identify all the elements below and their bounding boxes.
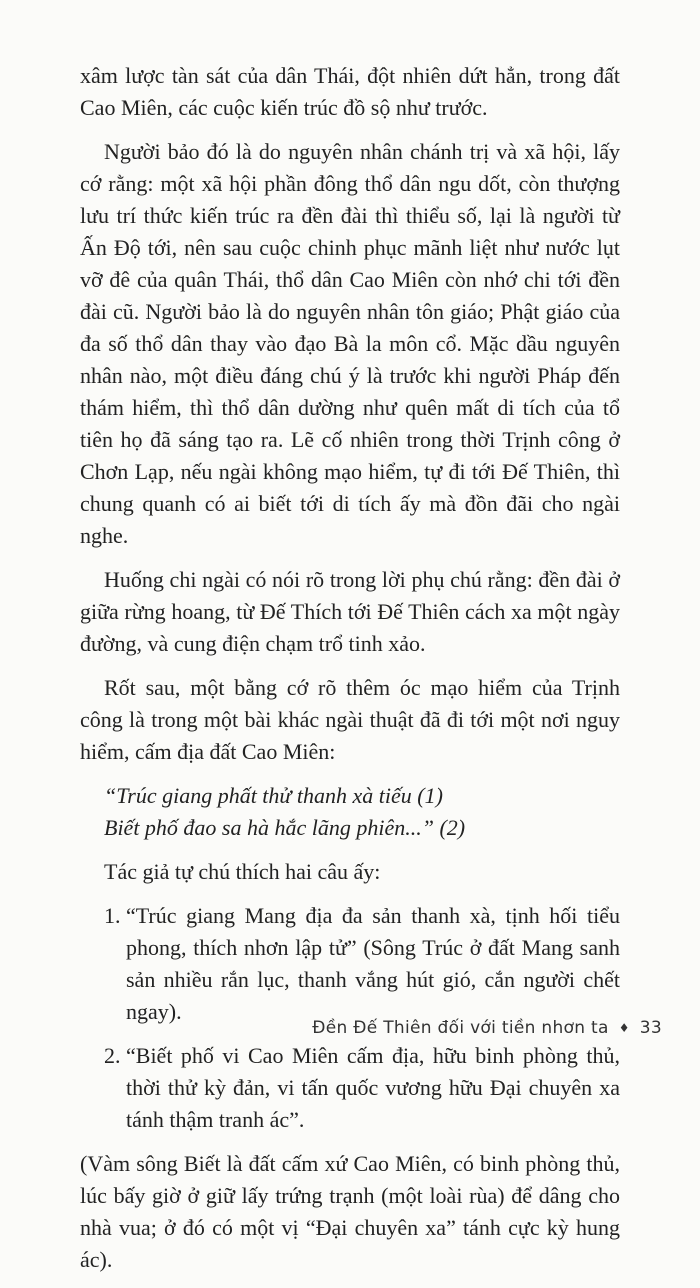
note-number: 1. bbox=[104, 903, 121, 928]
paragraph-3: Huống chi ngài có nói rõ trong lời phụ chú rằng: đền đài ở giữa rừng hoang, từ Đế Thích tới Đế Thiên cách xa một ngày đường, và cung điện chạm trổ tinh xảo. bbox=[80, 567, 620, 656]
paragraph-4: Rốt sau, một bằng cớ rõ thêm óc mạo hiểm của Trịnh công là trong một bài khác ngài thuật đã đi tới một nơi nguy hiểm, cấm địa đất Cao Miên: bbox=[80, 675, 620, 764]
page-number: 33 bbox=[639, 1018, 662, 1038]
note-item bbox=[104, 1040, 620, 1136]
paragraph-1: xâm lược tàn sát của dân Thái, đột nhiên dứt hẳn, trong đất Cao Miên, các cuộc kiến trúc đồ sộ như trước. bbox=[80, 63, 620, 120]
diamond-separator-icon: ♦ bbox=[618, 1021, 630, 1035]
note-item bbox=[104, 900, 620, 1028]
paragraph-5: Tác giả tự chú thích hai câu ấy: bbox=[104, 859, 381, 884]
note-number: 2. bbox=[104, 1043, 121, 1068]
running-title: Đền Đế Thiên đối với tiền nhơn ta bbox=[312, 1018, 609, 1038]
note-text: “Trúc giang Mang địa đa sản thanh xà, tịnh hối tiểu phong, thích nhơn lập tử” (Sông Trúc ở đất Mang sanh sản nhiều rắn lục, thanh vắng hút gió, cắn người chết ngay). bbox=[126, 903, 620, 1024]
page-footer bbox=[312, 1018, 662, 1038]
poem-quote bbox=[104, 780, 620, 844]
note-text: “Biết phố vi Cao Miên cấm địa, hữu binh phòng thủ, thời thử kỳ đản, vi tấn quốc vương hữu Đại chuyên xa tánh thậm tranh ác”. bbox=[126, 1043, 620, 1132]
poem-line-1: “Trúc giang phất thử thanh xà tiếu (1) bbox=[104, 783, 443, 808]
paragraph-2: Người bảo đó là do nguyên nhân chánh trị và xã hội, lấy cớ rằng: một xã hội phần đông thổ dân ngu dốt, còn thượng lưu trí thức kiến trúc ra đền đài thì thiểu số, lại là người từ Ấn Độ tới, nên sau cuộc chinh phục mãnh liệt như nước lụt vỡ đê của quân Thái, thổ dân Cao Miên còn nhớ chi tới đền đài cũ. Người bảo là do nguyên nhân tôn giáo; Phật giáo của đa số thổ dân thay vào đạo Bà la môn cổ. Mặc dầu nguyên nhân nào, một điều đáng chú ý là trước khi người Pháp đến thám hiểm, thì thổ dân dường như quên mất di tích của tổ tiên họ đã sáng tạo ra. Lẽ cố nhiên trong thời Trịnh công ở Chơn Lạp, nếu ngài không mạo hiểm, tự đi tới Đế Thiên, thì chung quanh có ai biết tới di tích ấy mà đồn đãi cho ngài nghe. bbox=[80, 139, 620, 548]
paragraph-6: (Vàm sông Biết là đất cấm xứ Cao Miên, có binh phòng thủ, lúc bấy giờ ở giữ lấy trứng trạnh (một loài rùa) để dâng cho nhà vua; ở đó có một vị “Đại chuyên xa” tánh cực kỳ hung ác). bbox=[80, 1151, 620, 1272]
body-text bbox=[80, 60, 620, 1288]
poem-line-2: Biết phố đao sa hà hắc lãng phiên...” (2) bbox=[104, 815, 466, 840]
